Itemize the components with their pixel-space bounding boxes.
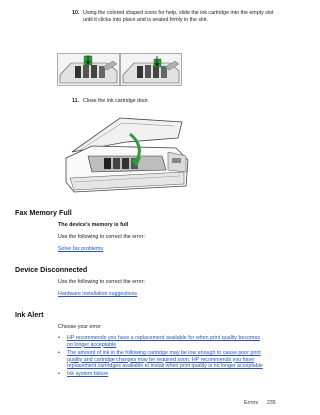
step-number: 11. — [72, 98, 80, 104]
fax-memory-full-instruction: Use the following to correct the error: — [58, 234, 145, 240]
close-cartridge-door-illustration — [58, 112, 192, 197]
ink-alert-link-line[interactable]: HP recommends you have a replacement available for when print quality becomes — [67, 335, 261, 341]
step-text-line-1: Close the ink cartridge door. — [83, 98, 149, 104]
fax-memory-full-subheading: The device's memory is full — [58, 222, 129, 228]
ink-alert-link-line[interactable]: no longer acceptable — [67, 341, 117, 348]
bullet-icon: • — [58, 371, 60, 377]
ink-alert-link-line[interactable]: Ink system failure — [67, 371, 109, 377]
step-10 — [72, 10, 294, 23]
cartridge-insert-illustration-left — [57, 53, 120, 86]
device-disconnected-instruction: Use the following to correct the error: — [58, 279, 145, 285]
step-11 — [72, 98, 294, 105]
ink-alert-instruction: Choose your error — [58, 324, 101, 330]
cartridge-insert-illustration-right — [120, 53, 182, 86]
bullet-icon: • — [58, 350, 60, 356]
ink-alert-link-line[interactable]: The amount of ink in the following cartridge may be low enough to cause poor print — [67, 350, 261, 356]
hardware-installation-suggestions-link[interactable]: Hardware installation suggestions — [58, 291, 138, 297]
ink-alert-link-line[interactable]: replacement cartridges available to install when print quality is no longer acceptable — [67, 363, 263, 370]
fax-memory-full-heading: Fax Memory Full — [15, 208, 72, 217]
solve-fax-problems-link[interactable]: Solve fax problems — [58, 246, 104, 252]
step-number: 10. — [72, 10, 80, 16]
page-number: 235 — [267, 400, 276, 406]
bullet-icon: • — [58, 335, 60, 341]
footer-section-name: Errors — [244, 400, 259, 406]
ink-alert-link-line[interactable]: quality and cartridge changes may be required soon. HP recommends you have — [67, 356, 255, 363]
ink-alert-list — [58, 335, 294, 385]
step-text-line-1: Using the colored shaped icons for help, slide the ink cartridge into the empty slot — [83, 10, 274, 16]
ink-alert-heading: Ink Alert — [15, 310, 44, 319]
step-text-line-2: until it clicks into place and is seated firmly in the slot. — [83, 17, 209, 23]
device-disconnected-heading: Device Disconnected — [15, 265, 88, 274]
